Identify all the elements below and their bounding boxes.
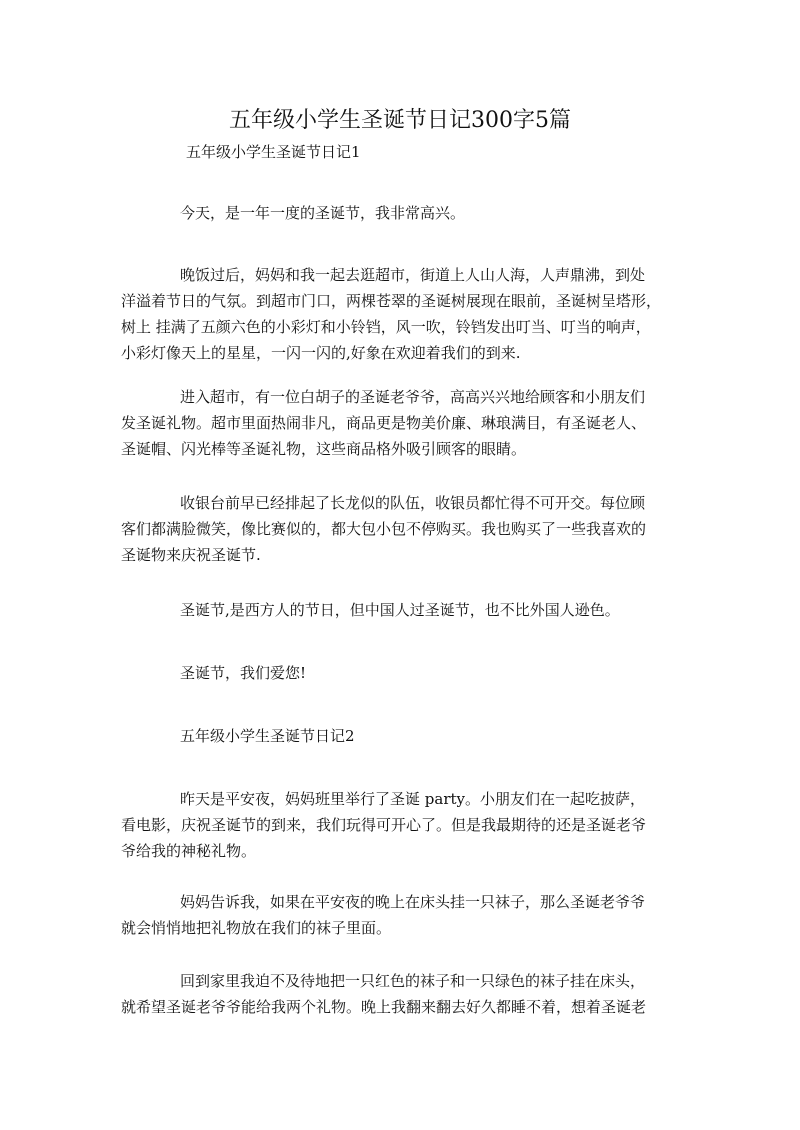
paragraph xyxy=(121,200,681,226)
paragraph-line: 圣诞节，我们爱您! xyxy=(180,664,307,682)
paragraph xyxy=(121,660,681,686)
paragraph-line: 圣诞节,是西方人的节日，但中国人过圣诞节，也不比外国人逊色。 xyxy=(180,601,620,619)
paragraph-line: 洋溢着节日的气氛。到超市门口，两棵苍翠的圣诞树展现在眼前，圣诞树呈塔形， xyxy=(121,292,662,310)
paragraph xyxy=(121,384,681,462)
paragraph-line: 树上 挂满了五颜六色的小彩灯和小铃铛，风一吹，铃铛发出叮当、叮当的响声， xyxy=(121,318,651,336)
document-title: 五年级小学生圣诞节日记300字5篇 xyxy=(229,108,571,133)
paragraph-line: 昨天是平安夜，妈妈班里举行了圣诞 party。小朋友们在一起吃披萨， xyxy=(180,790,645,808)
paragraph-line: 圣诞物来庆祝圣诞节. xyxy=(121,546,261,564)
paragraph-line: 看电影，庆祝圣诞节的到来，我们玩得可开心了。但是我最期待的还是圣诞老爷 xyxy=(121,816,647,834)
paragraph xyxy=(121,262,681,366)
paragraph-line: 发圣诞礼物。超市里面热闹非凡，商品更是物美价廉、琳琅满目，有圣诞老人、 xyxy=(121,414,647,432)
paragraph xyxy=(121,968,681,1020)
paragraph-line: 客们都满脸微笑，像比赛似的，都大包小包不停购买。我也购买了一些我喜欢的 xyxy=(121,520,647,538)
section-heading-2: 五年级小学生圣诞节日记2 xyxy=(180,727,355,745)
paragraph-line: 回到家里我迫不及待地把一只红色的袜子和一只绿色的袜子挂在床头， xyxy=(180,972,646,990)
paragraph-line: 收银台前早已经排起了长龙似的队伍，收银员都忙得不可开交。每位顾 xyxy=(180,494,646,512)
paragraph-line: 今天，是一年一度的圣诞节，我非常高兴。 xyxy=(180,204,466,222)
section-heading-1: 五年级小学生圣诞节日记1 xyxy=(186,143,361,161)
paragraph-line: 小彩灯像天上的星星，一闪一闪的,好象在欢迎着我们的到来. xyxy=(121,344,521,362)
paragraph xyxy=(121,490,681,568)
paragraph xyxy=(121,786,681,864)
paragraph-line: 妈妈告诉我，如果在平安夜的晚上在床头挂一只袜子，那么圣诞老爷爷 xyxy=(180,893,646,911)
paragraph-line: 晚饭过后，妈妈和我一起去逛超市，街道上人山人海，人声鼎沸，到处 xyxy=(180,266,646,284)
paragraph xyxy=(121,597,681,623)
paragraph-line: 就希望圣诞老爷爷能给我两个礼物。晚上我翻来翻去好久都睡不着，想着圣诞老 xyxy=(121,998,647,1016)
paragraph xyxy=(121,889,681,941)
paragraph-line: 进入超市，有一位白胡子的圣诞老爷爷，高高兴兴地给顾客和小朋友们 xyxy=(180,388,646,406)
paragraph-line: 就会悄悄地把礼物放在我们的袜子里面。 xyxy=(121,919,392,937)
paragraph-line: 爷给我的神秘礼物。 xyxy=(121,842,257,860)
paragraph-line: 圣诞帽、闪光棒等圣诞礼物，这些商品格外吸引顾客的眼睛。 xyxy=(121,440,527,458)
